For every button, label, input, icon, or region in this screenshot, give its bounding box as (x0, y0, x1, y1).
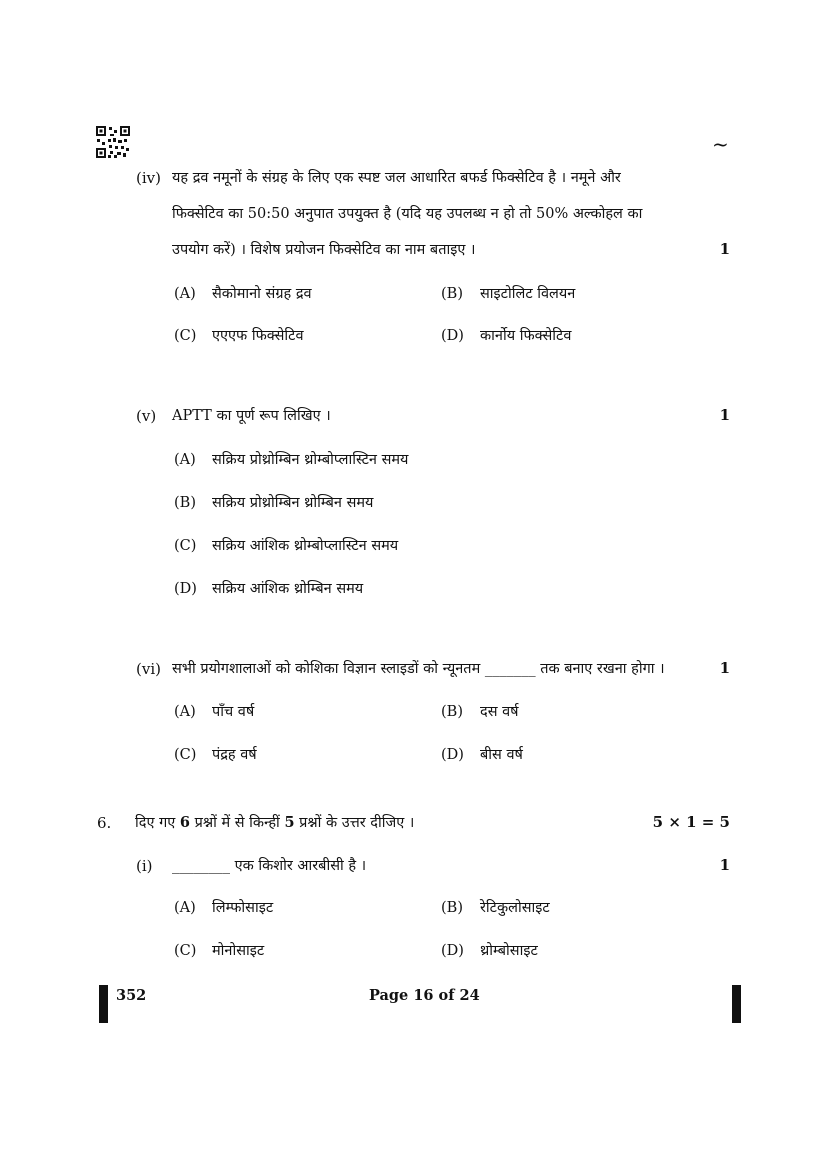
section-6-total-count: 6 (179, 814, 190, 831)
qr-code-icon (96, 126, 130, 158)
option-vi-b-text: दस वर्ष (480, 704, 519, 720)
option-vi-c-text: पंद्रह वर्ष (212, 747, 257, 763)
question-vi-text: सभी प्रयोगशालाओं को कोशिका विज्ञान स्लाइडों को न्यूनतम _______ तक बनाए रखना होगा । (172, 661, 665, 677)
option-iv-d-text: कार्नोय फिक्सेटिव (480, 328, 572, 344)
question-iv-text (172, 160, 697, 268)
option-iv-c-text: एएएफ फिक्सेटिव (212, 328, 304, 344)
question-iv-line-2: फिक्सेटिव का 50:50 अनुपात उपयुक्त है (यदि यह उपलब्ध न हो तो 50% अल्कोहल का (172, 206, 643, 222)
option-vi-b-label: (B) (441, 704, 463, 720)
question-iv-number: (iv) (136, 169, 161, 187)
question-v-number: (v) (136, 407, 157, 425)
question-6i-text: ________ एक किशोर आरबीसी है । (172, 858, 367, 874)
option-v-b-text: सक्रिय प्रोथ्रोम्बिन थ्रोम्बिन समय (212, 495, 374, 511)
footer-left-bar (99, 985, 108, 1023)
option-6i-c-text: मोनोसाइट (212, 943, 265, 959)
option-vi-d-label: (D) (441, 747, 464, 763)
option-iv-a-text: सैकोमानो संग्रह द्रव (212, 286, 312, 302)
footer-page-number: Page 16 of 24 (369, 987, 480, 1004)
option-v-b-label: (B) (174, 495, 196, 511)
section-6-text-pre: दिए गए (135, 815, 180, 831)
option-6i-c-label: (C) (174, 943, 197, 959)
footer-paper-code: 352 (116, 987, 147, 1004)
option-6i-a-text: लिम्फोसाइट (212, 900, 274, 916)
question-vi-mark: 1 (719, 659, 730, 677)
section-6-text-post: प्रश्नों के उत्तर दीजिए । (294, 815, 415, 831)
option-iv-c-label: (C) (174, 328, 197, 344)
option-iv-a-label: (A) (174, 286, 196, 302)
option-6i-a-label: (A) (174, 900, 196, 916)
option-iv-b-text: साइटोलिट विलयन (480, 286, 576, 302)
question-6i-number: (i) (136, 857, 153, 875)
section-6-text-mid: प्रश्नों में से किन्हीं (189, 815, 285, 831)
option-vi-a-label: (A) (174, 704, 196, 720)
question-iv-mark: 1 (719, 240, 730, 258)
question-v-mark: 1 (719, 406, 730, 424)
option-6i-b-label: (B) (441, 900, 463, 916)
section-6-instruction (135, 813, 414, 833)
option-v-d-label: (D) (174, 581, 197, 597)
option-6i-b-text: रेटिकुलोसाइट (480, 900, 550, 916)
option-v-a-label: (A) (174, 452, 196, 468)
question-iv-line-3: उपयोग करें) । विशेष प्रयोजन फिक्सेटिव का नाम बताइए । (172, 242, 476, 258)
option-vi-a-text: पाँच वर्ष (212, 704, 255, 720)
option-v-c-label: (C) (174, 538, 197, 554)
footer-right-bar (732, 985, 741, 1023)
option-v-d-text: सक्रिय आंशिक थ्रोम्बिन समय (212, 581, 364, 597)
option-6i-d-label: (D) (441, 943, 464, 959)
question-iv-line-1: यह द्रव नमूनों के संग्रह के लिए एक स्पष्ट जल आधारित बफर्ड फिक्सेटिव है । नमूने और (172, 170, 621, 186)
section-6-number: 6. (97, 814, 112, 832)
option-vi-c-label: (C) (174, 747, 197, 763)
question-6i-mark: 1 (719, 856, 730, 874)
option-v-c-text: सक्रिय आंशिक थ्रोम्बोप्लास्टिन समय (212, 538, 399, 554)
option-iv-b-label: (B) (441, 286, 463, 302)
option-iv-d-label: (D) (441, 328, 464, 344)
option-v-a-text: सक्रिय प्रोथ्रोम्बिन थ्रोम्बोप्लास्टिन समय (212, 452, 409, 468)
section-6-answer-count: 5 (284, 814, 295, 831)
question-vi-number: (vi) (136, 660, 161, 678)
option-6i-d-text: थ्रोम्बोसाइट (480, 943, 538, 959)
header-tilde: ~ (712, 132, 729, 156)
question-v-text: APTT का पूर्ण रूप लिखिए । (172, 408, 331, 424)
section-6-marks: 5 × 1 = 5 (652, 813, 730, 831)
option-vi-d-text: बीस वर्ष (480, 747, 523, 763)
